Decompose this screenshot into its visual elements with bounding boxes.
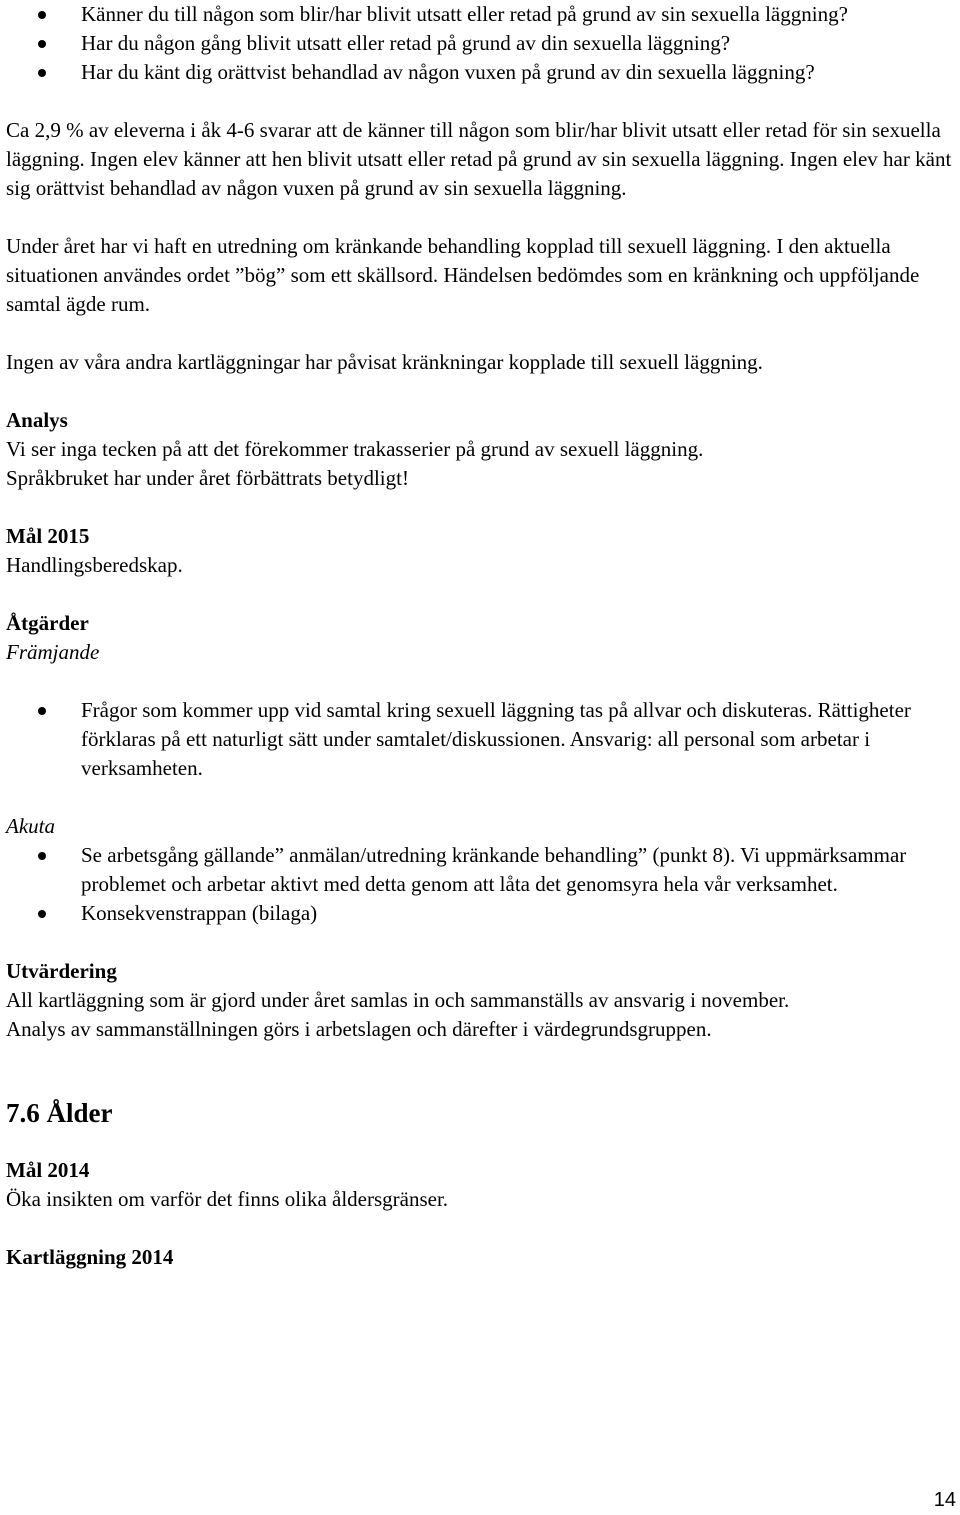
utvardering-text-2: Analys av sammanställningen görs i arbetslagen och därefter i värdegrundsgruppen.	[6, 1017, 712, 1041]
analys-text-1: Vi ser inga tecken på att det förekommer trakasserier på grund av sexuell läggning.	[6, 437, 704, 461]
bullet-icon	[38, 910, 46, 918]
investigation-paragraph: Under året har vi haft en utredning om kränkande behandling kopplad till sexuell läggning. I den aktuella situationen användes ordet ”bög” som ett skällsord. Händelsen bedömdes som en kränkning och uppföljande samtal ägde rum.	[6, 234, 920, 316]
question-list	[6, 0, 956, 87]
bullet-icon	[38, 40, 46, 48]
analys-text-2: Språkbruket har under året förbättrats betydligt!	[6, 466, 409, 490]
list-item-text: Känner du till någon som blir/har blivit utsatt eller retad på grund av sin sexuella läggning?	[81, 2, 848, 26]
mal-2014-text: Öka insikten om varför det finns olika åldersgränser.	[6, 1187, 449, 1211]
framjande-list	[6, 696, 956, 783]
results-paragraph: Ca 2,9 % av eleverna i åk 4-6 svarar att de känner till någon som blir/har blivit utsatt eller retad för sin sexuella läggning. Ingen elev känner att hen blivit utsatt eller retad på grund av sin sexuella läggning. Ingen elev har känt sig orättvist behandlad av någon vuxen på grund av sin sexuella läggning.	[6, 118, 952, 200]
utvardering-heading: Utvärdering	[6, 959, 117, 983]
mal-2015-heading: Mål 2015	[6, 524, 90, 548]
list-item	[6, 58, 956, 87]
list-item-text: Konsekvenstrappan (bilaga)	[81, 901, 318, 925]
bullet-icon	[38, 852, 46, 860]
bullet-icon	[38, 69, 46, 77]
akuta-list	[6, 841, 956, 928]
utvardering-text-1: All kartläggning som är gjord under året samlas in och sammanställs av ansvarig i november.	[6, 988, 790, 1012]
bullet-icon	[38, 707, 46, 715]
list-item	[6, 0, 956, 29]
section-heading-7-6: 7.6 Ålder	[6, 1098, 113, 1128]
list-item-text: Har du någon gång blivit utsatt eller retad på grund av din sexuella läggning?	[81, 31, 731, 55]
atgarder-heading: Åtgärder	[6, 611, 89, 635]
mal-2014-heading: Mål 2014	[6, 1158, 90, 1182]
list-item	[6, 29, 956, 58]
mal-2015-text: Handlingsberedskap.	[6, 553, 183, 577]
list-item-text: Frågor som kommer upp vid samtal kring sexuell läggning tas på allvar och diskuteras. Rättigheter förklaras på ett naturligt sätt under samtalet/diskussionen. Ansvarig: all personal som arbetar i verksamheten.	[81, 698, 911, 780]
akuta-label: Akuta	[6, 814, 55, 838]
kartlaggning-2014-heading: Kartläggning 2014	[6, 1245, 174, 1269]
bullet-icon	[38, 11, 46, 19]
document-page	[6, 0, 956, 1272]
page-number: 14	[933, 1489, 956, 1511]
framjande-label: Främjande	[6, 640, 100, 664]
other-surveys-paragraph: Ingen av våra andra kartläggningar har påvisat kränkningar kopplade till sexuell läggning.	[6, 350, 763, 374]
list-item-text: Se arbetsgång gällande” anmälan/utredning kränkande behandling” (punkt 8). Vi uppmärksammar problemet och arbetar aktivt med detta genom att låta det genomsyra hela vår verksamhet.	[81, 843, 907, 896]
list-item	[6, 841, 956, 899]
list-item-text: Har du känt dig orättvist behandlad av någon vuxen på grund av din sexuella läggning?	[81, 60, 815, 84]
list-item	[6, 899, 956, 928]
list-item	[6, 696, 956, 783]
analys-heading: Analys	[6, 408, 68, 432]
